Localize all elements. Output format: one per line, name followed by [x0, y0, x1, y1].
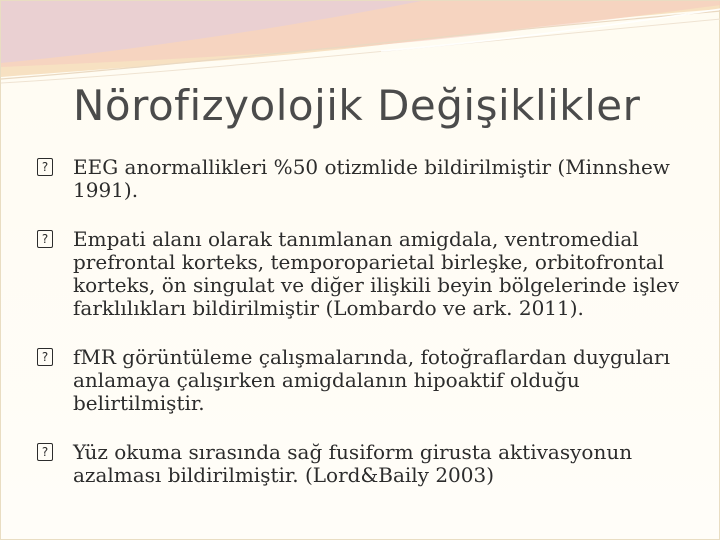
bullet-box-icon: ? — [37, 443, 53, 461]
bullet-box-icon: ? — [37, 230, 53, 248]
bullet-item — [37, 156, 687, 202]
bullet-text: EEG anormallikleri %50 otizmlide bildirilmiştir (Minnshew 1991). — [73, 155, 670, 202]
bullet-item — [37, 228, 687, 320]
bullet-box-icon: ? — [37, 348, 53, 366]
bullet-text: Empati alanı olarak tanımlanan amigdala, ventromedial prefrontal korteks, temporoparietal birleşke, orbitofrontal korteks, ön singulat ve diğer ilişkili beyin bölgelerinde işlev farklılıkları bildirilmiştir (Lombardo ve ark. 2011). — [73, 227, 679, 320]
bullet-box-icon: ? — [37, 158, 53, 176]
decorative-wave-header — [1, 1, 720, 91]
bullet-item — [37, 346, 687, 415]
slide-title: Nörofizyolojik Değişiklikler — [73, 81, 641, 130]
bullet-item — [37, 441, 687, 487]
bullet-text: fMR görüntüleme çalışmalarında, fotoğraflardan duyguları anlamaya çalışırken amigdalanın hipoaktif olduğu belirtilmiştir. — [73, 345, 670, 415]
bullet-list — [37, 156, 687, 513]
bullet-text: Yüz okuma sırasında sağ fusiform girusta aktivasyonun azalması bildirilmiştir. (Lord&Baily 2003) — [73, 440, 633, 487]
